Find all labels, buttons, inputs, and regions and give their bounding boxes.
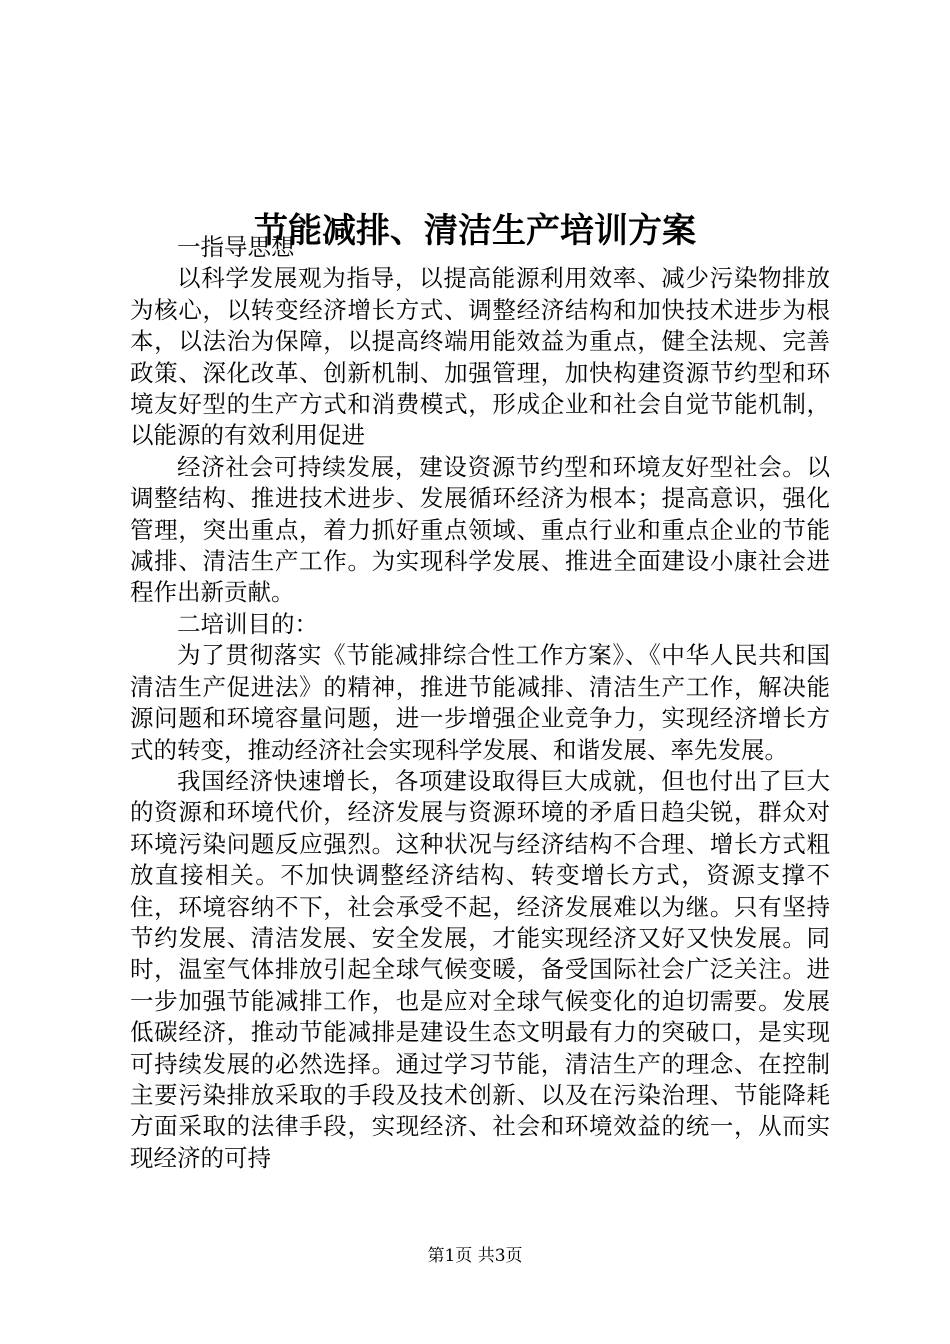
section-heading-guiding-ideology: 一指导思想 [177,233,295,261]
paragraph-training-purpose-2: 我国经济快速增长，各项建设取得巨大成就，但也付出了巨大的资源和环境代价，经济发展与资源环境的矛盾日趋尖锐，群众对环境污染问题反应强烈。这种状况与经济结构不合理、增长方式粗放直接相关。不加快调整经济结构、转变增长方式，资源支撑不住，环境容纳不下，社会承受不起，经济发展难以为继。只有坚持节约发展、清洁发展、安全发展，才能实现经济又好又快发展。同时，温室气体排放引起全球气候变暖，备受国际社会广泛关注。进一步加强节能减排工作，也是应对全球气候变化的迫切需要。发展低碳经济，推动节能减排是建设生态文明最有力的突破口，是实现可持续发展的必然选择。通过学习节能，清洁生产的理念、在控制主要污染排放采取的手段及技术创新、以及在污染治理、节能降耗方面采取的法律手段，实现经济、社会和环境效益的统一，从而实现经济的可持 [130,766,830,1172]
section-heading-training-purpose: 二培训目的： [177,609,318,638]
paragraph-guiding-ideology-1: 以科学发展观为指导，以提高能源利用效率、减少污染物排放为核心，以转变经济增长方式、调整经济结构和加快技术进步为根本，以法治为保障，以提高终端用能效益为重点，健全法规、完善政策、深化改革、创新机制、加强管理，加快构建资源节约型和环境友好型的生产方式和消费模式，形成企业和社会自觉节能机制，以能源的有效利用促进 [130,264,830,450]
paragraph-training-purpose-1: 为了贯彻落实《节能减排综合性工作方案》、《中华人民共和国清洁生产促进法》的精神，推进节能减排、清洁生产工作，解决能源问题和环境容量问题，进一步增强企业竞争力，实现经济增长方式的转变，推动经济社会实现科学发展、和谐发展、率先发展。 [130,641,830,764]
paragraph-guiding-ideology-2: 经济社会可持续发展，建设资源节约型和环境友好型社会。以调整结构、推进技术进步、发展循环经济为根本；提高意识，强化管理，突出重点，着力抓好重点领域、重点行业和重点企业的节能减排、清洁生产工作。为实现科学发展、推进全面建设小康社会进程作出新贡献。 [130,452,830,607]
page-footer: 第1页 共3页 [427,1246,523,1266]
document-title: 节能减排、清洁生产培训方案 [254,210,696,251]
document-body [130,232,830,1174]
